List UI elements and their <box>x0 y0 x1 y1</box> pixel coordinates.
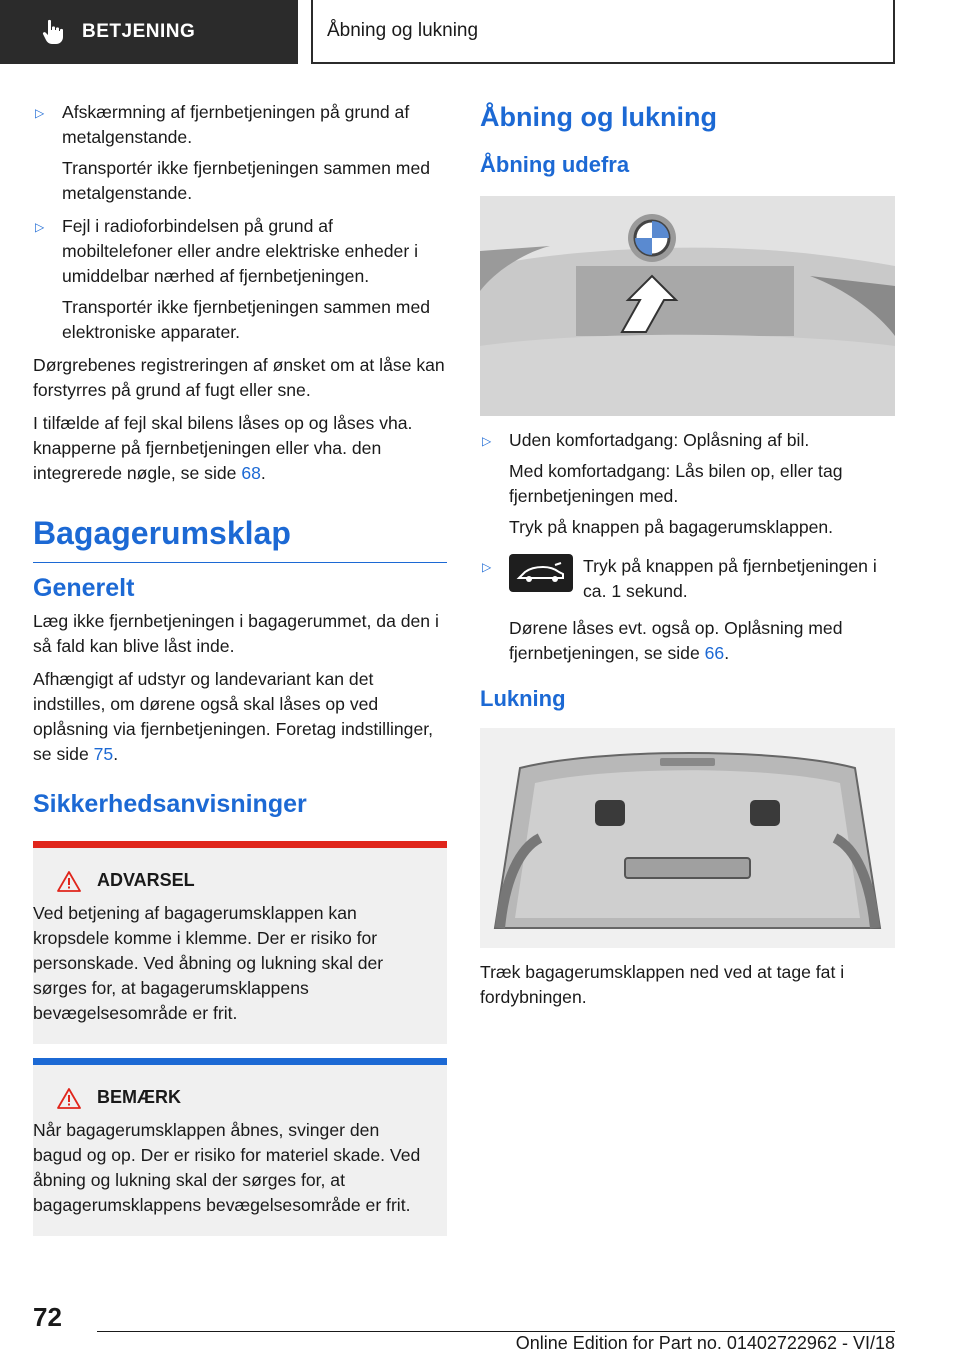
subsection-title-safety: Sikkerhedsanvisninger <box>33 790 307 818</box>
paragraph: Træk bagagerumsklappen ned ved at tage fat i fordybningen. <box>480 962 845 1007</box>
paragraph: Læg ikke fjernbetjeningen i bagagerummet, da den i så fald kan blive låst inde. <box>33 611 439 656</box>
bullet-text: Tryk på knappen på fjernbetjeningen i ca. 1 sekund. <box>583 556 877 601</box>
list-item <box>33 214 447 345</box>
bullet-triangle-icon: ▷ <box>35 220 45 234</box>
bullet-subtext: Transportér ikke fjernbetjeningen sammen med metalgenstande. <box>62 158 431 203</box>
subsection-title-close: Lukning <box>480 686 566 711</box>
page-link-75[interactable]: 75 <box>93 744 114 764</box>
paragraph: I tilfælde af fejl skal bilens låses op og låses vha. knapperne på fjernbetjeningen eller vha. den integrerede nøgle, se side 68. <box>33 413 413 483</box>
subsection-title-open: Åbning udefra <box>480 152 630 177</box>
list-item <box>33 100 447 206</box>
remote-trunk-button-icon <box>509 554 573 592</box>
bullet-subtext: Transportér ikke fjernbetjeningen sammen med elektroniske apparater. <box>62 297 431 342</box>
section-title: Bagagerumsklap <box>33 514 447 563</box>
bullet-text: Uden komfortadgang: Oplåsning af bil. <box>509 430 810 450</box>
bullet-triangle-icon: ▷ <box>35 106 45 120</box>
page-number: 72 <box>33 1302 62 1332</box>
bullet-text: Afskærmning af fjernbetjeningen på grund af metalgenstande. <box>62 102 410 147</box>
left-column <box>33 100 447 1236</box>
warning-triangle-icon <box>57 870 81 892</box>
footer-rule <box>97 1331 895 1332</box>
hand-pointer-icon <box>42 19 64 45</box>
header-chapter-title: Åbning og lukning <box>327 20 479 41</box>
note-text: Når bagagerumsklappen åbnes, svinger den bagud og op. Der er risiko for materiel skade. Ved åbning og lukning skal der sørges for, at bagagerumsklappens bevægelsesområde er frit. <box>33 1120 421 1215</box>
list-item <box>480 428 895 540</box>
page-link-68[interactable]: 68 <box>241 463 261 483</box>
right-column <box>480 100 895 1018</box>
note-label: BEMÆRK <box>97 1087 181 1107</box>
header-section-title: BETJENING <box>82 21 196 42</box>
warning-box <box>33 841 447 1044</box>
header-section-tab <box>0 0 298 64</box>
page-link-66[interactable]: 66 <box>704 643 725 663</box>
paragraph: Dørgrebenes registreringen af ønsket om at låse kan forstyrres på grund af fugt eller sne. <box>33 355 445 400</box>
bullet-text: Fejl i radioforbindelsen på grund af mobiltelefoner eller andre elektriske enheder i umiddelbar nærhed af fjernbetjeningen. <box>62 216 418 286</box>
bullet-triangle-icon: ▷ <box>482 434 492 448</box>
trunk-interior-image <box>480 728 895 948</box>
list-item: ▷ Tryk på knappen på fjernbetjeningen i ca. 1 sekund. Dørene låses evt. også op. Oplåsning med fjernbetjeningen, se side 66. <box>480 554 895 666</box>
paragraph: Afhængigt af udstyr og landevariant kan det indstilles, om dørene også skal låses op ved oplåsning via fjernbetjeningen. Foretag indstillinger, se side 75. <box>33 669 434 764</box>
page-main-title: Åbning og lukning <box>480 102 717 132</box>
footer-edition: Online Edition for Part no. 01402722962 - VI/18 <box>515 1333 895 1353</box>
trunk-exterior-image <box>480 196 895 416</box>
bullet-triangle-icon: ▷ <box>482 560 492 574</box>
warning-text: Ved betjening af bagagerumsklappen kan kropsdele komme i klemme. Der er risiko for personskade. Ved åbning og lukning skal der sørges for, at bagagerumsklappens bevægelsesområde er frit. <box>33 903 384 1023</box>
trunk-interior-illustration <box>480 728 895 948</box>
note-triangle-icon <box>57 1087 81 1109</box>
trunk-exterior-illustration <box>480 196 895 416</box>
bullet-subtext: Med komfortadgang: Lås bilen op, eller tag fjernbetjeningen med. <box>509 461 843 506</box>
header-chapter <box>311 0 895 64</box>
bullet-subtext: Tryk på knappen på bagagerumsklappen. <box>509 517 834 537</box>
warning-label: ADVARSEL <box>97 870 195 890</box>
subsection-title-generelt: Generelt <box>33 574 135 602</box>
note-box <box>33 1058 447 1236</box>
